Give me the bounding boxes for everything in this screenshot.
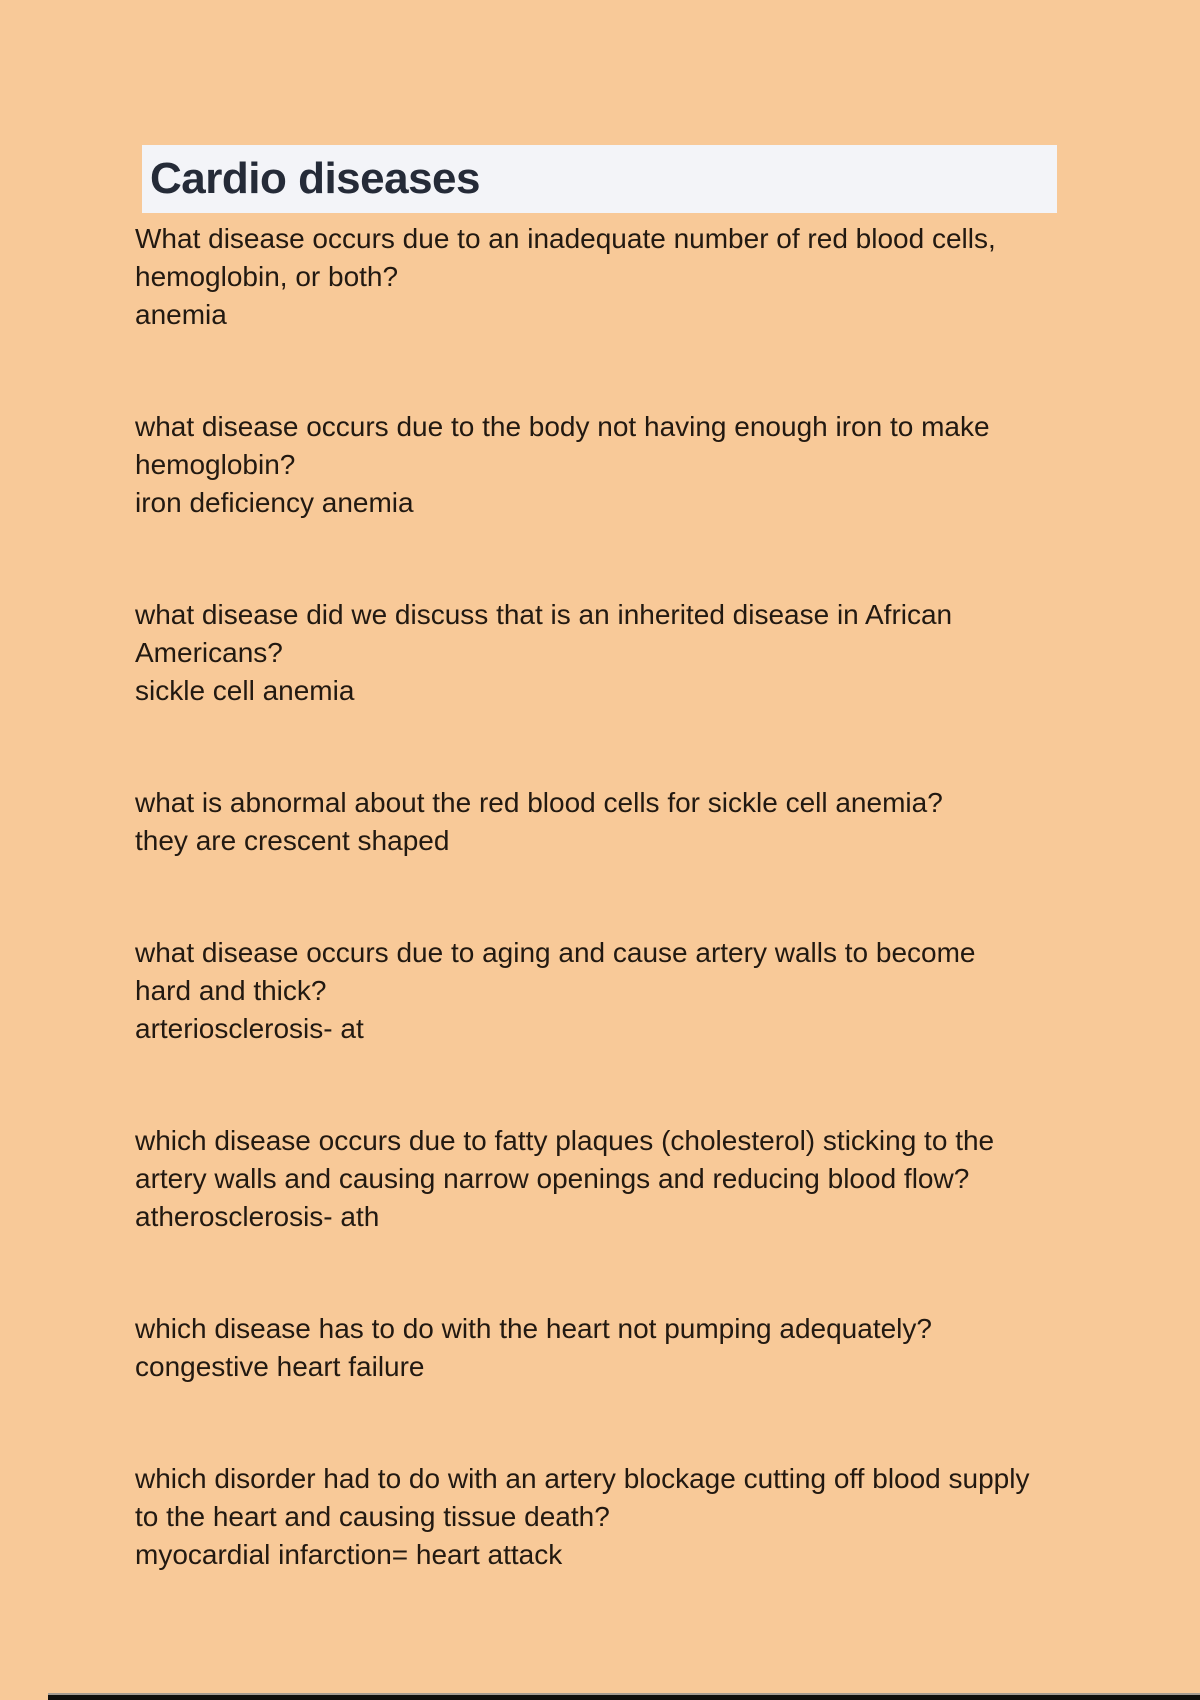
question-line: hemoglobin?: [135, 449, 296, 480]
qa-card: [135, 934, 1160, 1048]
question-line: which disorder had to do with an artery blockage cutting off blood supply: [135, 1463, 1030, 1494]
question-line: which disease occurs due to fatty plaques (cholesterol) sticking to the: [135, 1125, 995, 1156]
answer-line: congestive heart failure: [135, 1351, 425, 1382]
answer-line: arteriosclerosis- at: [135, 1013, 364, 1044]
question-line: hard and thick?: [135, 975, 327, 1006]
qa-card: [135, 1122, 1160, 1236]
question-line: what disease did we discuss that is an inherited disease in African: [135, 599, 953, 630]
question-line: Americans?: [135, 637, 283, 668]
answer-line: iron deficiency anemia: [135, 487, 414, 518]
qa-list: [135, 213, 1160, 1648]
answer-line: they are crescent shaped: [135, 825, 450, 856]
qa-card: [135, 1460, 1160, 1574]
question-line: artery walls and causing narrow openings and reducing blood flow?: [135, 1163, 970, 1194]
qa-card: [135, 408, 1160, 522]
answer-line: sickle cell anemia: [135, 675, 355, 706]
question-line: what disease occurs due to the body not having enough iron to make: [135, 411, 990, 442]
qa-card: [135, 784, 1160, 860]
qa-card: [135, 220, 1160, 334]
question-line: what is abnormal about the red blood cells for sickle cell anemia?: [135, 787, 943, 818]
question-line: to the heart and causing tissue death?: [135, 1501, 610, 1532]
bottom-divider-bar: [48, 1693, 1200, 1700]
title-highlight-bar: [142, 145, 1057, 213]
question-line: hemoglobin, or both?: [135, 261, 399, 292]
answer-line: atherosclerosis- ath: [135, 1201, 380, 1232]
answer-line: anemia: [135, 299, 227, 330]
qa-card: [135, 596, 1160, 710]
page-title: Cardio diseases: [150, 154, 480, 203]
answer-line: myocardial infarction= heart attack: [135, 1539, 563, 1570]
question-line: What disease occurs due to an inadequate number of red blood cells,: [135, 223, 996, 254]
question-line: which disease has to do with the heart not pumping adequately?: [135, 1313, 932, 1344]
question-line: what disease occurs due to aging and cause artery walls to become: [135, 937, 976, 968]
qa-card: [135, 1310, 1160, 1386]
